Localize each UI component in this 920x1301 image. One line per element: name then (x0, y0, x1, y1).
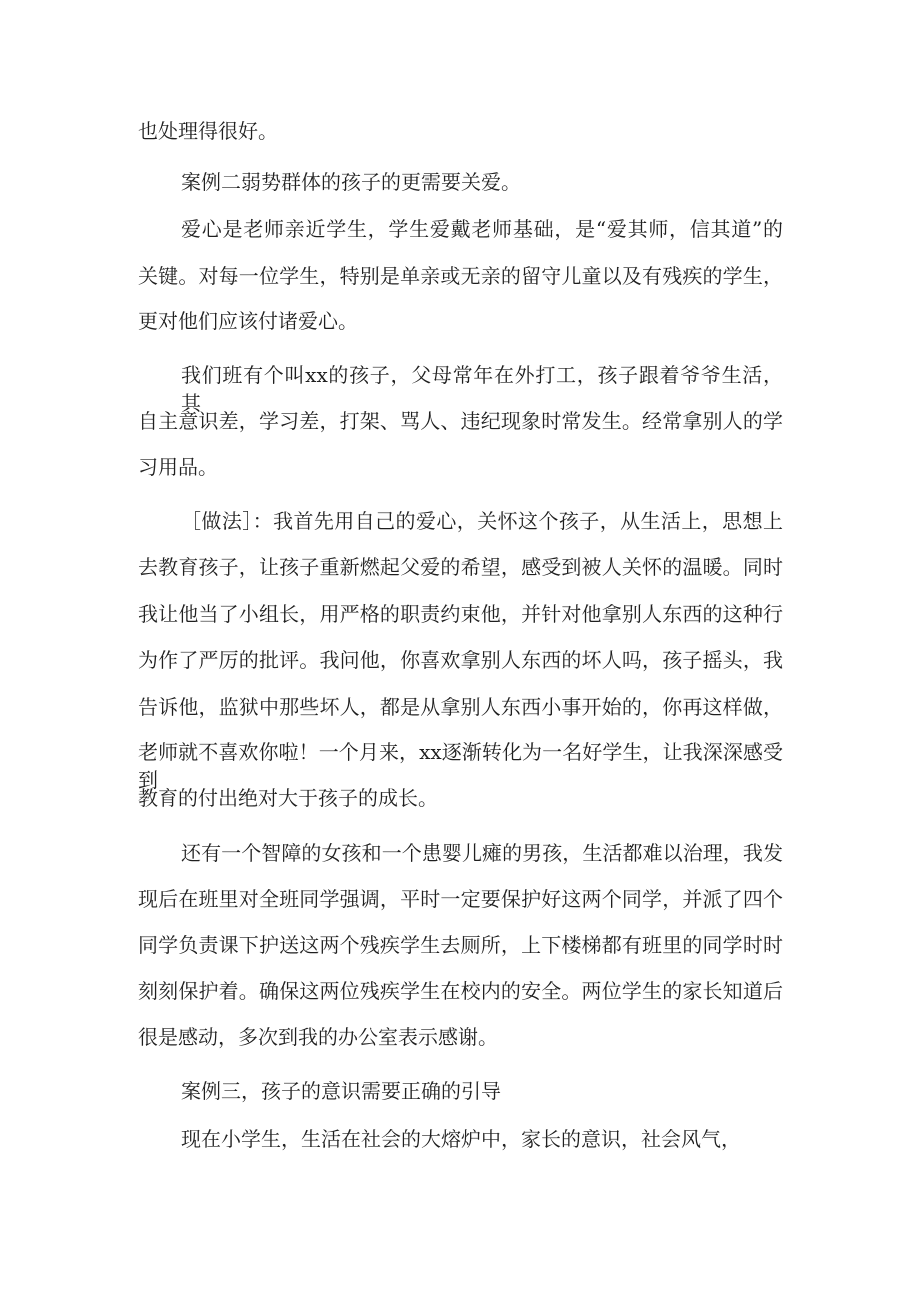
text-line: 我让他当了小组长，用严格的职责约束他，并针对他拿别人东西的这种行 (138, 602, 783, 626)
text-line: 老师就不喜欢你啦！一个月来，xx逐渐转化为一名好学生，让我深深感受到 (138, 740, 783, 792)
text-line: 同学负责课下护送这两个残疾学生去厕所，上下楼梯都有班里的同学时时 (138, 933, 783, 957)
text-line: 我们班有个叫xx的孩子，父母常年在外打工，孩子跟着爷爷生活，其 (181, 363, 783, 415)
section-heading: 案例二弱势群体的孩子的更需要关爱。 (181, 170, 521, 194)
text-line: 关键。对每一位学生，特别是单亲或无亲的留守儿童以及有残疾的学生， (138, 264, 783, 288)
text-line: 现在小学生，生活在社会的大熔炉中，家长的意识，社会风气， (181, 1127, 741, 1151)
text-line: 刻刻保护着。确保这两位残疾学生在校内的安全。两位学生的家长知道后 (138, 979, 783, 1003)
text-line: 爱心是老师亲近学生，学生爱戴老师基础，是“爱其师，信其道”的 (181, 217, 783, 241)
text-line: 习用品。 (138, 455, 218, 479)
text-line: 还有一个智障的女孩和一个患婴儿瘫的男孩，生活都难以治理，我发 (181, 841, 783, 865)
text-line: 很是感动，多次到我的办公室表示感谢。 (138, 1025, 498, 1049)
text-line: 自主意识差，学习差，打架、骂人、违纪现象时常发生。经常拿别人的学 (138, 409, 783, 433)
text-line: 为作了严厉的批评。我问他，你喜欢拿别人东西的坏人吗，孩子摇头，我 (138, 648, 783, 672)
text-line: 更对他们应该付诸爱心。 (138, 309, 358, 333)
text-line: 教育的付出绝对大于孩子的成长。 (138, 786, 438, 810)
section-heading: 案例三，孩子的意识需要正确的引导 (181, 1079, 501, 1103)
text-line: 现后在班里对全班同学强调，平时一定要保护好这两个同学，并派了四个 (138, 887, 783, 911)
text-line: 也处理得很好。 (138, 119, 278, 143)
text-line: 去教育孩子，让孩子重新燃起父爱的希望，感受到被人关怀的温暖。同时 (138, 555, 783, 579)
text-line: 告诉他，监狱中那些坏人，都是从拿别人东西小事开始的，你再这样做， (138, 695, 783, 719)
text-line: ［做法］：我首先用自己的爱心，关怀这个孩子，从生活上，思想上 (181, 509, 783, 533)
